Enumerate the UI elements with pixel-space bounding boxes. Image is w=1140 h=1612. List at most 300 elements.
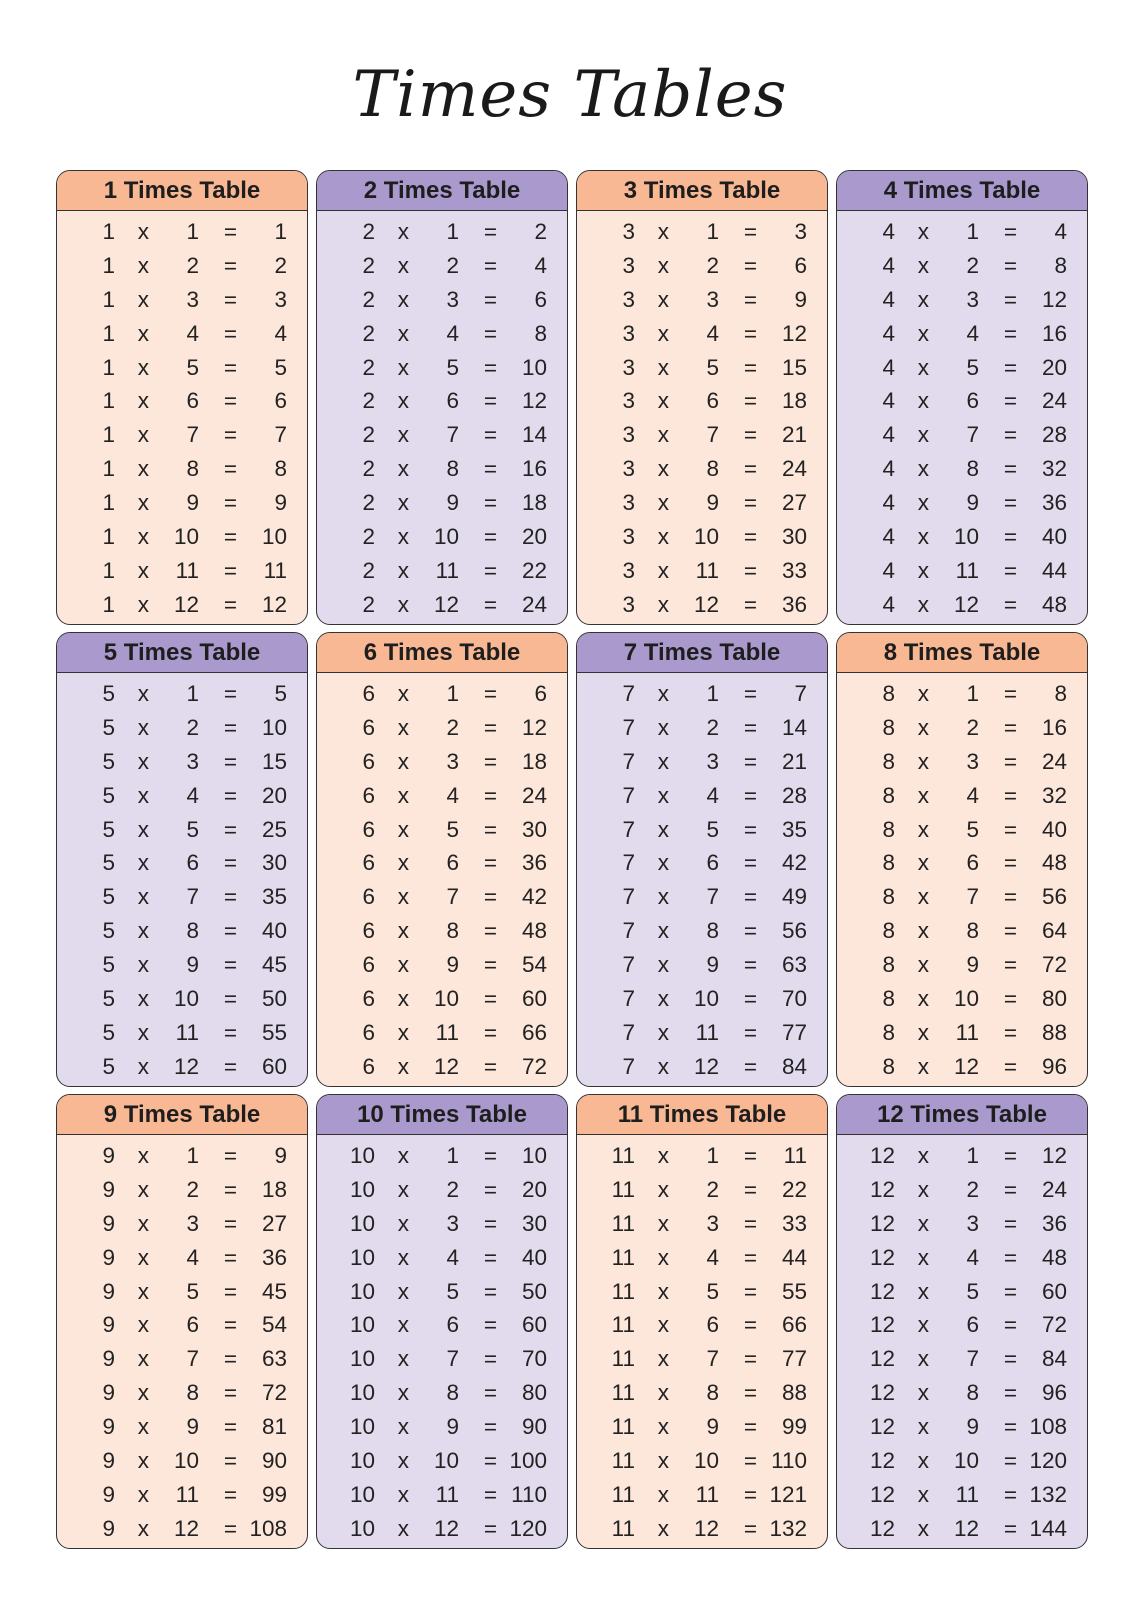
product: 100: [509, 1448, 547, 1474]
table-row: [317, 881, 567, 915]
multiplier: 8: [706, 1380, 719, 1406]
table-row: [317, 982, 567, 1016]
table-row: [57, 419, 307, 453]
multiplicand: 11: [611, 1278, 635, 1304]
table-row: [577, 486, 827, 520]
equals-sign: =: [483, 884, 497, 910]
times-sign: x: [917, 388, 929, 414]
table-row: [577, 813, 827, 847]
table-row: [317, 779, 567, 813]
multiplier: 6: [706, 850, 719, 876]
equals-sign: =: [223, 816, 237, 842]
multiplier: 6: [706, 388, 719, 414]
multiplicand: 5: [102, 714, 115, 740]
multiplicand: 5: [102, 986, 115, 1012]
equals-sign: =: [743, 558, 757, 584]
times-sign: x: [397, 218, 409, 244]
table-row: [837, 948, 1087, 982]
table-row: [317, 1376, 567, 1410]
times-sign: x: [137, 252, 149, 278]
times-tables-grid: [56, 170, 1088, 1549]
times-sign: x: [397, 1142, 409, 1168]
multiplicand: 4: [882, 490, 895, 516]
equals-sign: =: [743, 1210, 757, 1236]
product: 56: [781, 918, 807, 944]
product: 30: [521, 816, 547, 842]
multiplicand: 10: [349, 1448, 375, 1474]
multiplier: 1: [706, 218, 719, 244]
multiplier: 5: [186, 354, 199, 380]
times-table-card-9: [56, 1094, 308, 1549]
multiplicand: 11: [611, 1176, 635, 1202]
multiplicand: 8: [882, 850, 895, 876]
equals-sign: =: [483, 422, 497, 448]
equals-sign: =: [483, 680, 497, 706]
product: 12: [1041, 1142, 1067, 1168]
product: 5: [274, 680, 287, 706]
multiplier: 12: [433, 1515, 459, 1541]
multiplier: 7: [706, 884, 719, 910]
multiplicand: 11: [611, 1210, 635, 1236]
multiplier: 5: [446, 816, 459, 842]
table-row: [317, 1050, 567, 1084]
product: 28: [781, 782, 807, 808]
equals-sign: =: [223, 748, 237, 774]
product: 35: [781, 816, 807, 842]
times-sign: x: [917, 952, 929, 978]
table-row: [317, 249, 567, 283]
multiplier: 5: [966, 1278, 979, 1304]
multiplier: 1: [446, 1142, 459, 1168]
equals-sign: =: [743, 1176, 757, 1202]
product: 54: [261, 1312, 287, 1338]
table-row: [577, 847, 827, 881]
product: 56: [1041, 884, 1067, 910]
equals-sign: =: [223, 986, 237, 1012]
times-sign: x: [657, 748, 669, 774]
table-row: [57, 452, 307, 486]
times-sign: x: [657, 490, 669, 516]
product: 50: [521, 1278, 547, 1304]
multiplier: 4: [446, 1244, 459, 1270]
multiplicand: 9: [102, 1515, 115, 1541]
multiplicand: 5: [102, 680, 115, 706]
multiplier: 6: [186, 850, 199, 876]
times-sign: x: [917, 456, 929, 482]
product: 20: [521, 524, 547, 550]
multiplicand: 3: [622, 388, 635, 414]
table-row: [577, 1478, 827, 1512]
multiplicand: 10: [349, 1515, 375, 1541]
equals-sign: =: [483, 782, 497, 808]
multiplier: 3: [186, 748, 199, 774]
table-row: [577, 1139, 827, 1173]
times-sign: x: [657, 456, 669, 482]
table-row: [577, 1241, 827, 1275]
product: 70: [521, 1346, 547, 1372]
table-row: [57, 813, 307, 847]
table-row: [57, 1139, 307, 1173]
table-row: [317, 677, 567, 711]
product: 88: [1041, 1020, 1067, 1046]
table-row: [577, 1444, 827, 1478]
multiplier: 8: [706, 918, 719, 944]
equals-sign: =: [743, 714, 757, 740]
multiplicand: 4: [882, 524, 895, 550]
multiplier: 1: [966, 680, 979, 706]
multiplier: 4: [186, 1244, 199, 1270]
times-table-body: [317, 211, 567, 624]
multiplier: 8: [186, 1380, 199, 1406]
times-table-card-5: [56, 632, 308, 1087]
multiplier: 2: [186, 1176, 199, 1202]
multiplicand: 5: [102, 1020, 115, 1046]
equals-sign: =: [223, 524, 237, 550]
equals-sign: =: [743, 456, 757, 482]
multiplicand: 1: [102, 388, 115, 414]
product: 27: [781, 490, 807, 516]
product: 32: [1041, 782, 1067, 808]
multiplier: 1: [966, 1142, 979, 1168]
times-sign: x: [917, 1448, 929, 1474]
multiplicand: 5: [102, 918, 115, 944]
multiplicand: 12: [869, 1482, 895, 1508]
times-sign: x: [397, 986, 409, 1012]
table-row: [577, 745, 827, 779]
times-sign: x: [917, 422, 929, 448]
multiplicand: 6: [362, 952, 375, 978]
product: 45: [261, 952, 287, 978]
table-row: [577, 1343, 827, 1377]
table-row: [317, 847, 567, 881]
times-sign: x: [137, 354, 149, 380]
multiplier: 11: [435, 1482, 459, 1508]
multiplicand: 7: [622, 1053, 635, 1079]
equals-sign: =: [1003, 218, 1017, 244]
multiplier: 4: [186, 782, 199, 808]
multiplicand: 5: [102, 782, 115, 808]
multiplier: 2: [706, 1176, 719, 1202]
table-row: [837, 1444, 1087, 1478]
multiplier: 9: [186, 952, 199, 978]
equals-sign: =: [1003, 388, 1017, 414]
multiplicand: 10: [349, 1346, 375, 1372]
equals-sign: =: [743, 218, 757, 244]
multiplier: 10: [693, 524, 719, 550]
equals-sign: =: [743, 952, 757, 978]
table-row: [837, 1343, 1087, 1377]
product: 49: [781, 884, 807, 910]
table-row: [837, 520, 1087, 554]
multiplicand: 12: [869, 1414, 895, 1440]
equals-sign: =: [483, 1278, 497, 1304]
equals-sign: =: [483, 354, 497, 380]
table-row: [837, 1309, 1087, 1343]
times-table-heading: 3 Times Table: [577, 171, 827, 211]
table-row: [57, 486, 307, 520]
product: 63: [781, 952, 807, 978]
multiplier: 4: [966, 320, 979, 346]
times-sign: x: [137, 918, 149, 944]
product: 24: [1041, 388, 1067, 414]
multiplicand: 12: [869, 1312, 895, 1338]
multiplicand: 1: [102, 558, 115, 584]
table-row: [577, 554, 827, 588]
times-sign: x: [657, 1142, 669, 1168]
times-sign: x: [657, 816, 669, 842]
product: 12: [261, 591, 287, 617]
times-sign: x: [397, 1346, 409, 1372]
product: 120: [1029, 1448, 1067, 1474]
table-row: [837, 847, 1087, 881]
table-row: [837, 779, 1087, 813]
equals-sign: =: [743, 918, 757, 944]
table-row: [57, 881, 307, 915]
equals-sign: =: [483, 286, 497, 312]
product: 40: [1041, 524, 1067, 550]
table-row: [57, 588, 307, 622]
product: 36: [521, 850, 547, 876]
multiplier: 7: [186, 422, 199, 448]
equals-sign: =: [223, 286, 237, 312]
product: 36: [1041, 1210, 1067, 1236]
times-table-heading: 8 Times Table: [837, 633, 1087, 673]
times-sign: x: [657, 1414, 669, 1440]
product: 21: [781, 748, 807, 774]
table-row: [577, 881, 827, 915]
times-sign: x: [137, 680, 149, 706]
times-sign: x: [657, 558, 669, 584]
multiplicand: 7: [622, 986, 635, 1012]
table-row: [57, 1512, 307, 1546]
multiplicand: 2: [362, 286, 375, 312]
table-row: [837, 677, 1087, 711]
multiplier: 1: [186, 218, 199, 244]
multiplier: 12: [953, 591, 979, 617]
multiplicand: 11: [611, 1482, 635, 1508]
multiplier: 9: [186, 1414, 199, 1440]
times-sign: x: [397, 1312, 409, 1338]
multiplicand: 4: [882, 252, 895, 278]
equals-sign: =: [743, 320, 757, 346]
multiplicand: 3: [622, 252, 635, 278]
times-sign: x: [657, 1244, 669, 1270]
times-sign: x: [137, 490, 149, 516]
table-row: [57, 1343, 307, 1377]
multiplicand: 7: [622, 816, 635, 842]
multiplicand: 5: [102, 1053, 115, 1079]
table-row: [577, 215, 827, 249]
equals-sign: =: [483, 1346, 497, 1372]
times-sign: x: [917, 1244, 929, 1270]
multiplier: 8: [446, 456, 459, 482]
multiplier: 6: [186, 1312, 199, 1338]
table-row: [577, 914, 827, 948]
equals-sign: =: [223, 1244, 237, 1270]
equals-sign: =: [223, 714, 237, 740]
times-sign: x: [657, 918, 669, 944]
equals-sign: =: [743, 1142, 757, 1168]
table-row: [837, 1139, 1087, 1173]
multiplicand: 1: [102, 320, 115, 346]
product: 20: [261, 782, 287, 808]
table-row: [577, 711, 827, 745]
times-table-body: [837, 1135, 1087, 1548]
equals-sign: =: [743, 1244, 757, 1270]
times-sign: x: [917, 918, 929, 944]
equals-sign: =: [223, 1053, 237, 1079]
table-row: [57, 711, 307, 745]
product: 40: [521, 1244, 547, 1270]
table-row: [57, 1275, 307, 1309]
multiplicand: 3: [622, 558, 635, 584]
table-row: [317, 914, 567, 948]
equals-sign: =: [1003, 1346, 1017, 1372]
times-sign: x: [917, 680, 929, 706]
multiplier: 12: [953, 1515, 979, 1541]
table-row: [837, 1512, 1087, 1546]
multiplier: 12: [173, 1053, 199, 1079]
times-sign: x: [657, 422, 669, 448]
multiplicand: 10: [349, 1278, 375, 1304]
equals-sign: =: [743, 591, 757, 617]
table-row: [577, 1410, 827, 1444]
multiplicand: 1: [102, 252, 115, 278]
equals-sign: =: [743, 1053, 757, 1079]
multiplicand: 11: [611, 1244, 635, 1270]
multiplicand: 9: [102, 1346, 115, 1372]
equals-sign: =: [223, 1142, 237, 1168]
table-row: [577, 588, 827, 622]
times-table-card-10: [316, 1094, 568, 1549]
table-row: [317, 215, 567, 249]
equals-sign: =: [223, 1482, 237, 1508]
multiplier: 2: [966, 252, 979, 278]
multiplicand: 6: [362, 680, 375, 706]
multiplier: 10: [173, 524, 199, 550]
times-table-heading: 4 Times Table: [837, 171, 1087, 211]
equals-sign: =: [483, 1176, 497, 1202]
product: 77: [781, 1346, 807, 1372]
times-sign: x: [137, 816, 149, 842]
equals-sign: =: [483, 388, 497, 414]
multiplier: 5: [706, 354, 719, 380]
table-row: [837, 1050, 1087, 1084]
multiplicand: 6: [362, 884, 375, 910]
multiplier: 2: [446, 1176, 459, 1202]
times-sign: x: [657, 252, 669, 278]
equals-sign: =: [743, 490, 757, 516]
multiplier: 3: [966, 748, 979, 774]
table-row: [57, 554, 307, 588]
times-sign: x: [397, 490, 409, 516]
times-table-body: [837, 673, 1087, 1086]
product: 99: [261, 1482, 287, 1508]
multiplicand: 6: [362, 748, 375, 774]
times-sign: x: [137, 1244, 149, 1270]
equals-sign: =: [743, 680, 757, 706]
product: 132: [1029, 1482, 1067, 1508]
multiplicand: 1: [102, 524, 115, 550]
times-sign: x: [397, 1414, 409, 1440]
times-sign: x: [917, 591, 929, 617]
multiplier: 2: [966, 714, 979, 740]
equals-sign: =: [1003, 1414, 1017, 1440]
table-row: [317, 1016, 567, 1050]
equals-sign: =: [743, 286, 757, 312]
multiplier: 12: [693, 1515, 719, 1541]
product: 77: [781, 1020, 807, 1046]
product: 55: [781, 1278, 807, 1304]
table-row: [317, 351, 567, 385]
multiplicand: 9: [102, 1278, 115, 1304]
multiplier: 3: [446, 748, 459, 774]
product: 99: [781, 1414, 807, 1440]
times-sign: x: [137, 884, 149, 910]
equals-sign: =: [223, 1380, 237, 1406]
multiplicand: 8: [882, 748, 895, 774]
table-row: [577, 317, 827, 351]
product: 60: [261, 1053, 287, 1079]
equals-sign: =: [483, 1142, 497, 1168]
times-table-heading: 7 Times Table: [577, 633, 827, 673]
product: 72: [1041, 952, 1067, 978]
table-row: [317, 1478, 567, 1512]
multiplicand: 7: [622, 782, 635, 808]
product: 4: [274, 320, 287, 346]
equals-sign: =: [223, 422, 237, 448]
times-sign: x: [657, 524, 669, 550]
equals-sign: =: [1003, 782, 1017, 808]
multiplicand: 1: [102, 490, 115, 516]
product: 6: [794, 252, 807, 278]
equals-sign: =: [223, 558, 237, 584]
equals-sign: =: [223, 850, 237, 876]
table-row: [577, 1050, 827, 1084]
equals-sign: =: [1003, 918, 1017, 944]
times-sign: x: [137, 456, 149, 482]
product: 12: [521, 714, 547, 740]
equals-sign: =: [223, 1020, 237, 1046]
multiplier: 1: [706, 1142, 719, 1168]
equals-sign: =: [223, 1210, 237, 1236]
multiplier: 5: [446, 1278, 459, 1304]
table-row: [57, 1410, 307, 1444]
product: 96: [1041, 1380, 1067, 1406]
multiplier: 7: [966, 422, 979, 448]
product: 20: [1041, 354, 1067, 380]
times-sign: x: [397, 714, 409, 740]
multiplier: 3: [446, 286, 459, 312]
multiplicand: 9: [102, 1176, 115, 1202]
multiplicand: 1: [102, 218, 115, 244]
product: 121: [769, 1482, 807, 1508]
multiplicand: 12: [869, 1380, 895, 1406]
multiplicand: 6: [362, 816, 375, 842]
equals-sign: =: [483, 952, 497, 978]
table-row: [577, 1309, 827, 1343]
times-sign: x: [397, 884, 409, 910]
multiplier: 4: [706, 782, 719, 808]
times-sign: x: [917, 748, 929, 774]
table-row: [57, 1478, 307, 1512]
product: 2: [274, 252, 287, 278]
times-sign: x: [397, 354, 409, 380]
multiplier: 10: [433, 524, 459, 550]
table-row: [837, 588, 1087, 622]
equals-sign: =: [1003, 1312, 1017, 1338]
equals-sign: =: [483, 1210, 497, 1236]
